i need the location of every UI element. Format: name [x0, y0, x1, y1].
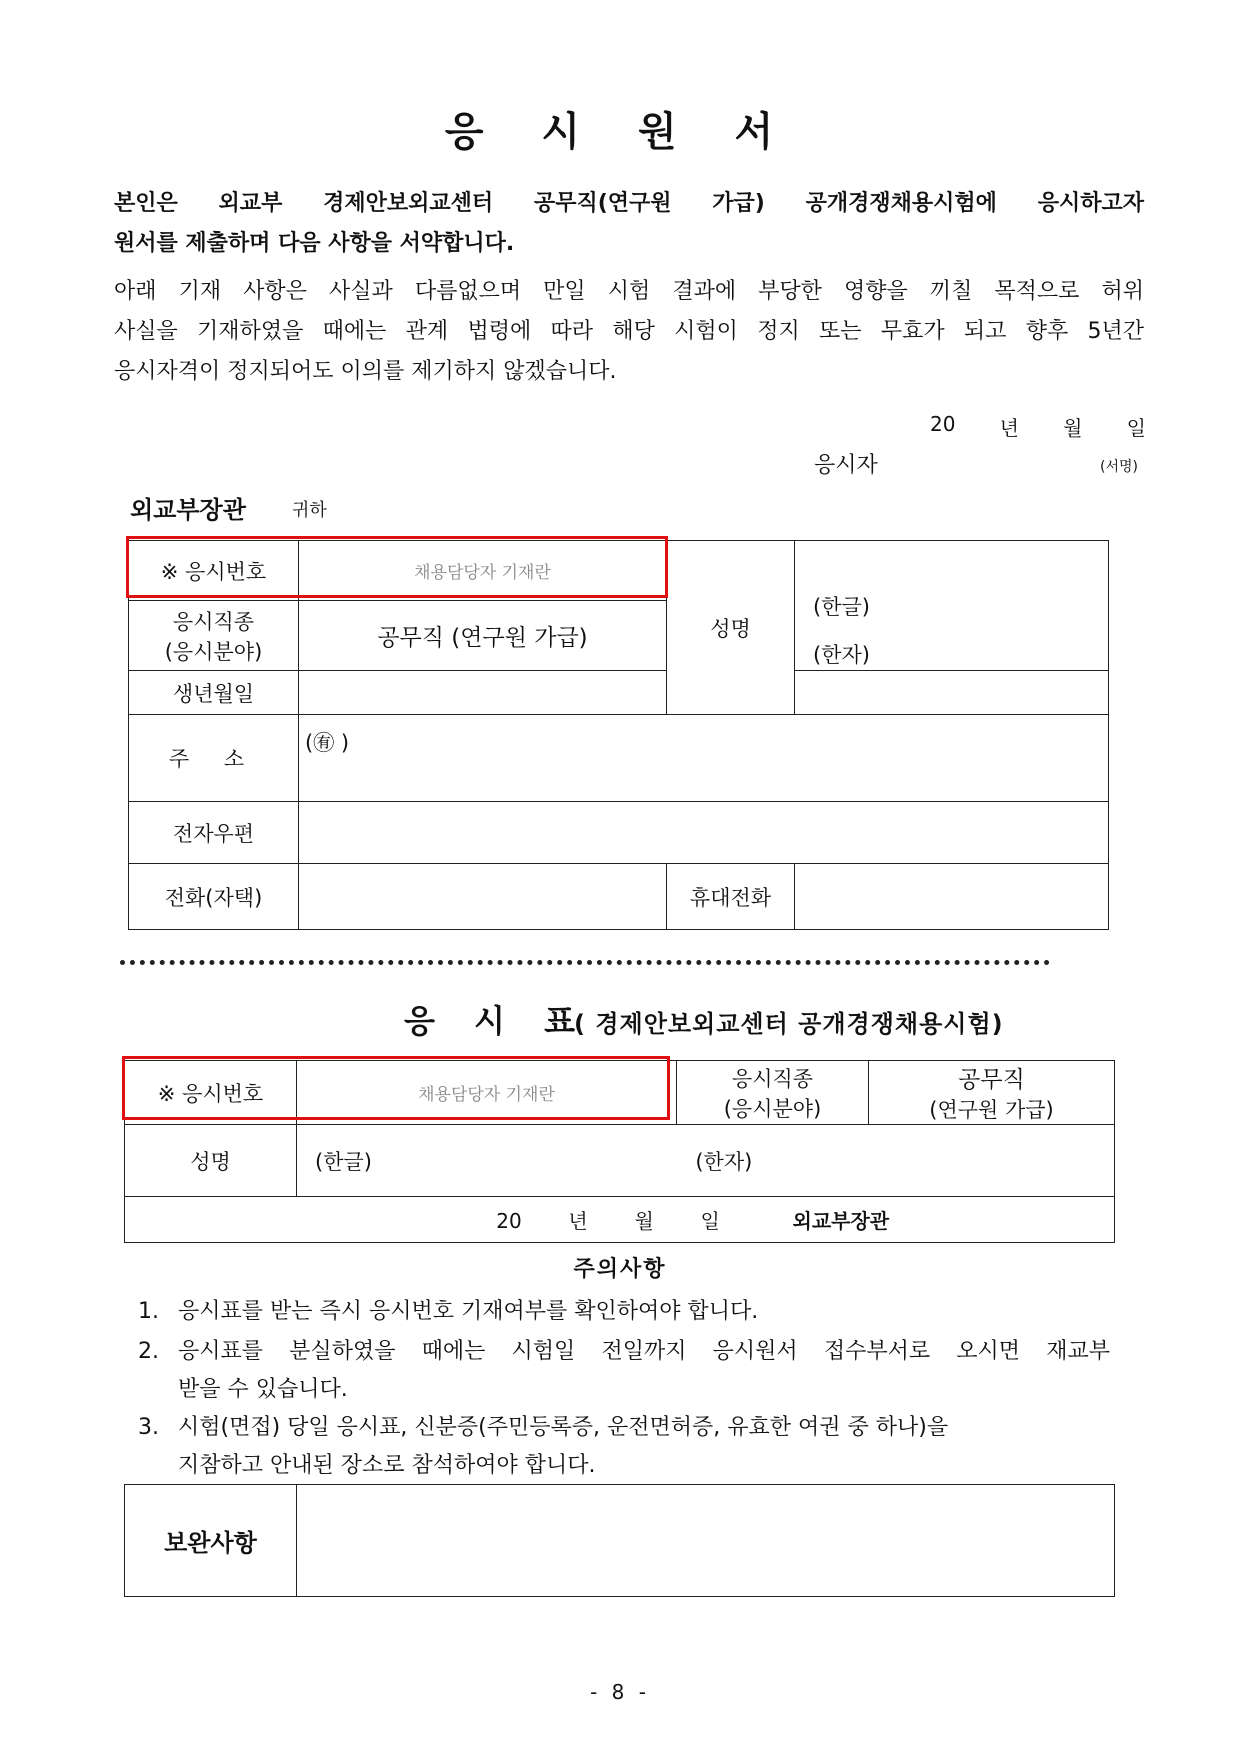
ticket-job-type-value-line1: 공무직 — [958, 1067, 1025, 1093]
address-label: 주 소 — [129, 715, 299, 802]
ticket-subtitle: ( 경제안보외교센터 공개경쟁채용시험) — [574, 1010, 1004, 1038]
cut-line-divider — [120, 960, 1050, 965]
name-hanja-label: (한자) — [813, 643, 870, 667]
ticket-issue-year: 20 — [496, 1209, 522, 1233]
ticket-issue-month-label: 월 — [634, 1209, 654, 1233]
birth-date-field[interactable] — [299, 671, 667, 715]
note-text-1: 응시표를 받는 즉시 응시번호 기재여부를 확인하여야 합니다. — [178, 1299, 759, 1324]
supplement-label: 보완사항 — [125, 1485, 297, 1597]
ticket-issue-line — [125, 1197, 1115, 1243]
ticket-job-type-label-line1: 응시직종 — [731, 1066, 814, 1091]
notes-title: 주의사항 — [573, 1257, 667, 1282]
ticket-name-hanja: (한자) — [695, 1149, 753, 1174]
ticket-issuer: 외교부장관 — [792, 1209, 890, 1233]
exam-number-field: 채용담당자 기재란 — [299, 541, 667, 601]
ticket-exam-number-label: ※ 응시번호 — [125, 1061, 297, 1125]
home-phone-field[interactable] — [299, 864, 667, 930]
note-number-3: 3. — [138, 1415, 159, 1440]
exam-number-highlight — [126, 536, 668, 598]
pledge-line-1: 아래 기재 사항은 사실과 다름없으며 만일 시험 결과에 부당한 영향을 끼칠 목적으로 허위 — [114, 279, 1144, 304]
birth-date-label: 생년월일 — [129, 671, 299, 715]
addressee-suffix: 귀하 — [292, 500, 327, 521]
page-number: - 8 - — [590, 1680, 650, 1704]
applicant-label: 응시자 — [814, 453, 878, 478]
job-type-label — [129, 601, 299, 671]
job-type-value: 공무직 (연구원 가급) — [299, 601, 667, 671]
ticket-exam-number-highlight — [122, 1056, 670, 1120]
ticket-job-type-label — [677, 1061, 869, 1125]
date-day-label: 일 — [1126, 416, 1146, 440]
note-item-2 — [138, 1334, 1110, 1365]
ticket-job-type-value-line2: (연구원 가급) — [929, 1098, 1054, 1122]
note-item-2-continued: 받을 수 있습니다. — [178, 1377, 348, 1402]
mobile-phone-label: 휴대전화 — [667, 864, 795, 930]
addressee: 외교부장관 — [130, 496, 246, 524]
name-korean-field[interactable]: (한글) — [795, 541, 1109, 671]
home-phone-label: 전화(자택) — [129, 864, 299, 930]
pledge-line-3: 응시자격이 정지되어도 이의를 제기하지 않겠습니다. — [114, 359, 617, 384]
application-form-table — [128, 540, 1109, 930]
note-text-2: 응시표를 분실하였을 때에는 시험일 전일까지 응시원서 접수부서로 오시면 재교부 — [178, 1339, 1110, 1364]
pledge-line-2: 사실을 기재하였을 때에는 관계 법령에 따라 해당 시험이 정지 또는 무효가 되고 향후 5년간 — [114, 319, 1144, 344]
job-type-label-line1: 응시직종 — [172, 609, 255, 634]
ticket-issue-day-label: 일 — [700, 1209, 720, 1233]
mobile-phone-field[interactable] — [795, 864, 1109, 930]
supplement-table — [124, 1484, 1115, 1597]
ticket-job-type-value — [869, 1061, 1115, 1125]
note-text-3: 시험(면접) 당일 응시표, 신분증(주민등록증, 운전면허증, 유효한 여권 중 하나)을 — [178, 1415, 949, 1440]
address-field[interactable]: (㊒ ) — [299, 715, 1109, 802]
note-item-1 — [138, 1294, 1110, 1325]
name-label: 성명 — [667, 541, 795, 715]
note-item-3-continued: 지참하고 안내된 장소로 참석하여야 합니다. — [178, 1453, 596, 1478]
name-hanja-field[interactable] — [795, 643, 1109, 715]
note-number-1: 1. — [138, 1299, 159, 1324]
ticket-title: 응 시 표 — [404, 1002, 590, 1040]
intro-line-2: 원서를 제출하며 다음 사항을 서약합니다. — [114, 231, 515, 256]
ticket-name-field[interactable] — [297, 1125, 1115, 1197]
application-date — [930, 412, 1146, 441]
supplement-field[interactable] — [297, 1485, 1115, 1597]
ticket-name-korean: (한글) — [315, 1149, 372, 1174]
intro-line-1: 본인은 외교부 경제안보외교센터 공무직(연구원 가급) 공개경쟁채용시험에 응시하고자 — [114, 191, 1144, 216]
email-label: 전자우편 — [129, 802, 299, 864]
ticket-issue-year-label: 년 — [568, 1209, 588, 1233]
date-month-label: 월 — [1063, 416, 1083, 440]
note-number-2: 2. — [138, 1339, 159, 1364]
ticket-exam-number-field: 채용담당자 기재란 — [297, 1061, 677, 1125]
date-year: 20 — [930, 412, 956, 436]
note-item-3 — [138, 1410, 1110, 1441]
signature-label: (서명) — [1100, 459, 1138, 475]
ticket-name-label: 성명 — [125, 1125, 297, 1197]
ticket-job-type-label-line2: (응시분야) — [723, 1096, 822, 1121]
date-year-label: 년 — [999, 416, 1019, 440]
job-type-label-line2: (응시분야) — [164, 639, 263, 664]
exam-number-label: ※ 응시번호 — [129, 541, 299, 601]
email-field[interactable] — [299, 802, 1109, 864]
page-title: 응 시 원 서 — [444, 109, 796, 155]
